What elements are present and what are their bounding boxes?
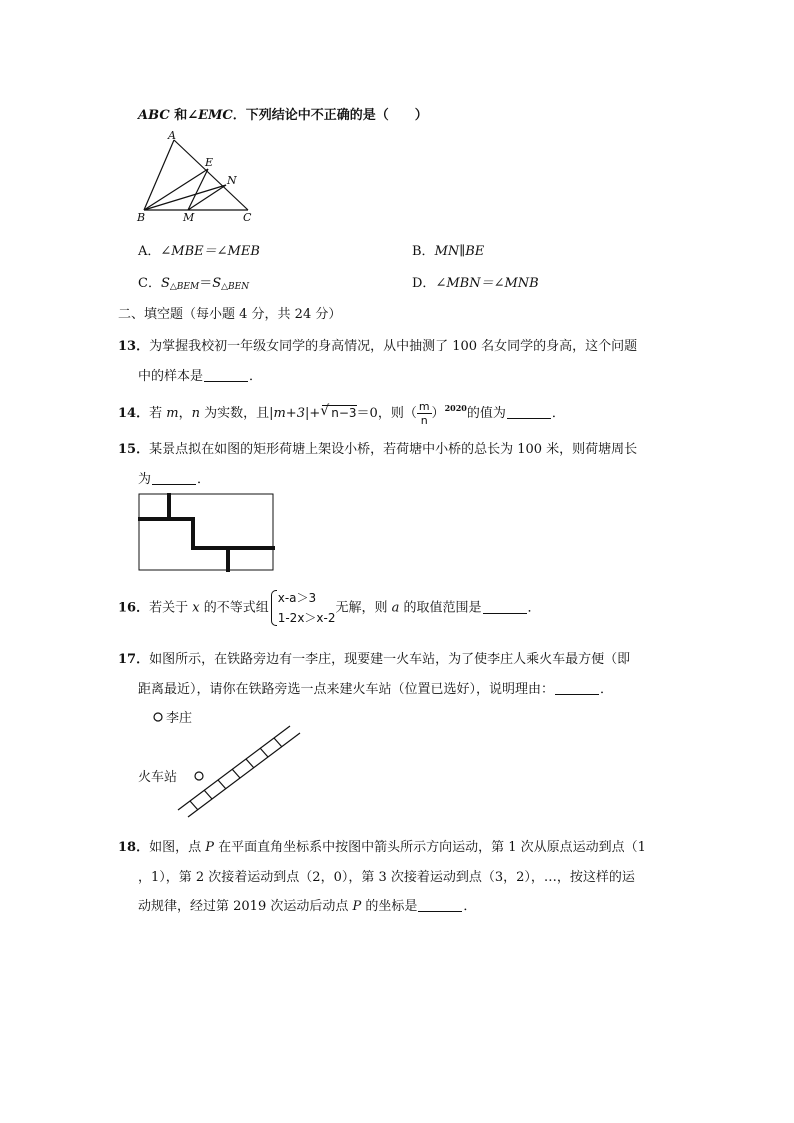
q17-text1: 如图所示，在铁路旁边有一李庄，现要建一火车站，为了使李庄人乘火车最方便（即 xyxy=(149,652,631,667)
q16-number: 16． xyxy=(118,600,150,616)
q17-number: 17． xyxy=(118,652,150,667)
q17-railway-figure xyxy=(136,706,306,818)
label-E: E xyxy=(205,156,214,169)
q18-t4: 的坐标是 xyxy=(361,899,418,914)
q12-stem-var2: EMC xyxy=(198,108,233,123)
q18-t5: ． xyxy=(463,899,477,914)
q12-option-b xyxy=(412,240,484,259)
q14-t5: ＝0，则（ xyxy=(356,406,417,421)
sqrt-symbol xyxy=(322,405,356,420)
q12-option-d xyxy=(412,272,539,291)
q12-stem-text2: ．下列结论中不正确的是（ ） xyxy=(232,108,428,123)
q12-stem-text1: 和∠ xyxy=(169,108,199,123)
village-marker xyxy=(154,713,162,721)
opt-c-label: C． xyxy=(138,276,161,291)
q14-sqrt-expr: n−3 xyxy=(331,406,357,420)
q14-frac-num: m xyxy=(418,400,430,413)
opt-a-label: A． xyxy=(138,244,161,259)
q15-number: 15． xyxy=(118,442,150,457)
q13-text3: ． xyxy=(249,369,263,384)
q14-n: n xyxy=(191,406,200,421)
q14-number: 14． xyxy=(118,406,150,421)
q16-t5: ． xyxy=(527,600,541,616)
opt-d-label: D． xyxy=(412,276,436,291)
opt-c-s1: S xyxy=(160,276,170,291)
label-C: C xyxy=(243,211,252,224)
q18-line3 xyxy=(138,895,476,914)
opt-c-sub2: △BEN xyxy=(221,282,250,292)
village-label: 李庄 xyxy=(166,711,193,726)
q16-inequality-system xyxy=(269,588,336,628)
q14-t2: ， xyxy=(178,406,192,421)
q16-answer-blank[interactable] xyxy=(483,601,527,614)
q17-text2: 距离最近），请你在铁路旁选一点来建火车站（位置已选好），说明理由： xyxy=(138,682,555,697)
q13-number: 13． xyxy=(118,339,150,354)
q13-answer-blank[interactable] xyxy=(204,369,248,382)
q15-pond-figure xyxy=(138,493,276,573)
q12-stem xyxy=(138,104,428,123)
q18-line1 xyxy=(118,836,646,855)
q16-t2: 的不等式组 xyxy=(199,600,269,616)
opt-b-text: MN∥BE xyxy=(434,244,485,259)
q15-text1: 某景点拟在如图的矩形荷塘上架设小桥，若荷塘中小桥的总长为 100 米，则荷塘周长 xyxy=(149,442,638,457)
opt-c-s2: S xyxy=(212,276,222,291)
q14-t6: ） xyxy=(431,406,445,421)
q17-text3: ． xyxy=(600,682,614,697)
q16-t3: 无解，则 xyxy=(335,600,392,616)
label-B: B xyxy=(137,211,146,224)
q17-line2 xyxy=(138,678,613,697)
q14-t7: 的值为 xyxy=(466,406,506,421)
opt-c-sub1: △BEM xyxy=(169,282,200,292)
q16-a: a xyxy=(391,600,400,616)
q16-x: x xyxy=(192,600,200,616)
q12-stem-var: ABC xyxy=(138,108,170,123)
q14-exponent: 2020 xyxy=(444,403,467,413)
q14-t3: 为实数，且| xyxy=(199,406,274,421)
q16-ineq1: x-a＞3 xyxy=(277,591,317,605)
q17-line1 xyxy=(118,648,630,667)
q14-t8: ． xyxy=(551,406,565,421)
q14-t1: 若 xyxy=(149,406,167,421)
q18-t2: 在平面直角坐标系中按图中箭头所示方向运动，第 1 次从原点运动到点（1 xyxy=(213,840,646,855)
q12-triangle-figure xyxy=(132,130,262,225)
q13-line1 xyxy=(118,335,637,354)
q16-ineq2: 1-2x＞x-2 xyxy=(277,611,336,625)
opt-b-label: B． xyxy=(412,244,435,259)
q12-option-c xyxy=(138,272,249,292)
q14-m: m xyxy=(166,406,179,421)
q16-t4: 的取值范围是 xyxy=(399,600,482,616)
opt-c-eq: ＝ xyxy=(199,276,213,291)
label-N: N xyxy=(227,174,237,187)
q15-answer-blank[interactable] xyxy=(152,472,196,485)
q15-line1 xyxy=(118,438,637,457)
q14-fraction xyxy=(417,400,432,427)
q14-line xyxy=(118,400,565,427)
q18-p2: P xyxy=(352,899,362,914)
q18-p: P xyxy=(205,840,214,855)
q13-line2 xyxy=(138,365,262,384)
q13-text1: 为掌握我校初一年级女同学的身高情况，从中抽测了 100 名女同学的身高，这个问题 xyxy=(149,339,638,354)
q15-line2 xyxy=(138,468,210,487)
q18-t3: 动规律，经过第 2019 次运动后动点 xyxy=(138,899,353,914)
q15-text3: ． xyxy=(197,472,211,487)
opt-a-text: ∠MBE＝∠MEB xyxy=(160,244,260,259)
label-A: A xyxy=(168,130,176,142)
q14-abs-expr: m+3 xyxy=(273,406,305,421)
q14-t4: |+ xyxy=(304,406,321,421)
station-marker xyxy=(195,772,203,780)
q15-text2: 为 xyxy=(138,472,152,487)
q16-line xyxy=(118,588,541,628)
opt-d-text: ∠MBN＝∠MNB xyxy=(435,276,539,291)
q13-text2: 中的样本是 xyxy=(138,369,204,384)
q18-t1: 如图，点 xyxy=(149,840,206,855)
label-M: M xyxy=(183,211,195,224)
q18-answer-blank[interactable] xyxy=(418,899,462,912)
q17-answer-blank[interactable] xyxy=(555,682,599,695)
q12-option-a xyxy=(138,240,260,259)
section2-title: 二、填空题（每小题 4 分，共 24 分） xyxy=(118,307,342,322)
q14-answer-blank[interactable] xyxy=(507,406,551,419)
q14-frac-den: n xyxy=(420,414,428,427)
q18-number: 18． xyxy=(118,840,150,855)
q18-line2: ，1），第 2 次接着运动到点（2，0），第 3 次接着运动到点（3，2），…，按这样的运 xyxy=(138,870,635,885)
q16-t1: 若关于 xyxy=(149,600,193,616)
station-label: 火车站 xyxy=(138,770,178,785)
